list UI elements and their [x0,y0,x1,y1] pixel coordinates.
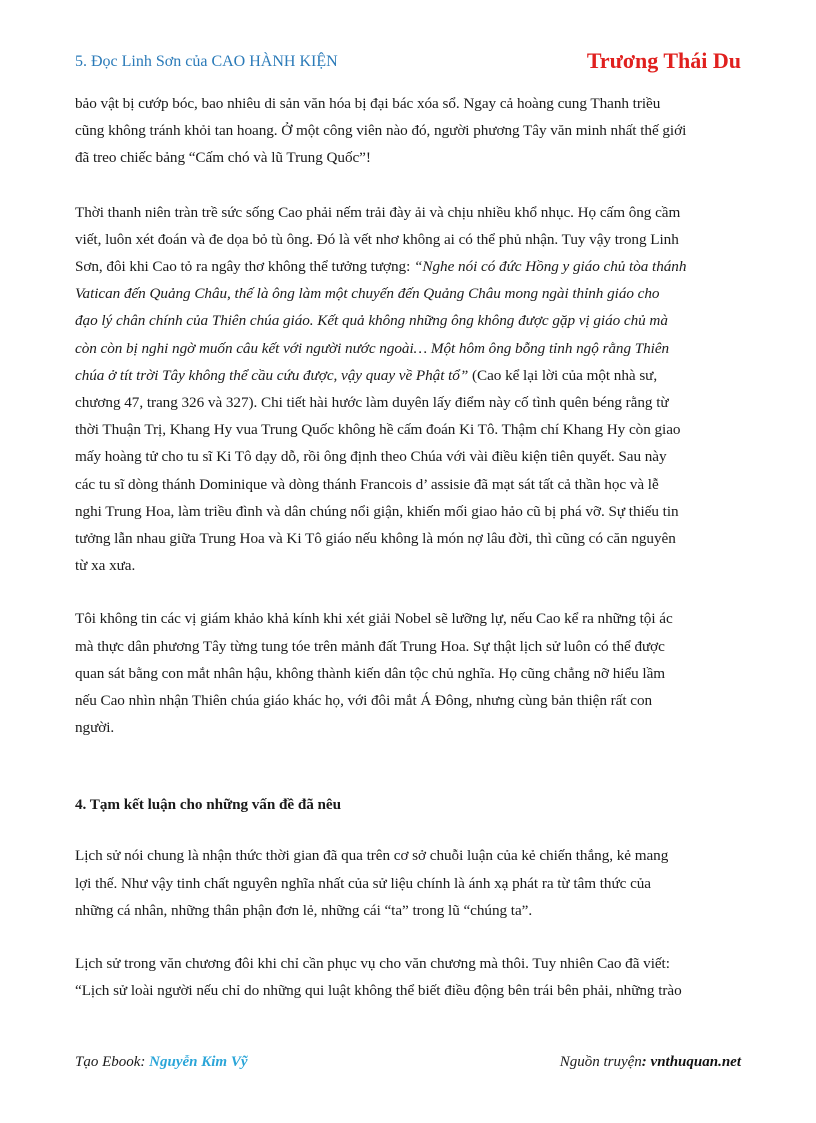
text-line: Lịch sử nói chung là nhận thức thời gian đã qua trên cơ sở chuỗi luận của kẻ chiến thắng, kẻ mang [75,847,669,865]
chapter-title: 5. Đọc Linh Sơn của CAO HÀNH KIỆN [75,53,338,70]
text-line: mấy hoàng tử cho tu sĩ Ki Tô dạy dỗ, rồi ông định theo Chúa với vài điều kiện tiên quyết. Sau này [75,448,667,466]
quote-line: còn còn bị nghi ngờ muốn câu kết với người nước ngoài… Một hôm ông bỗng tỉnh ngộ rằng Thiên [75,339,670,357]
text-line: lợi thế. Như vậy tinh chất nguyên nghĩa nhất của sử liệu chính là ánh xạ phát ra từ tâm thức của [75,874,651,892]
quote-line: Vatican đến Quảng Châu, thế là ông làm một chuyến đến Quảng Châu mong ngài thỉnh giáo cho [75,285,660,303]
text-line: nghi Trung Hoa, làm triều đình và dân chúng nổi giận, khiến mối giao hảo cũ bị phá vỡ. Sự thiếu tin [75,502,679,520]
page-header [75,48,741,78]
quote-text: “Nghe nói có đức Hồng y giáo chủ tòa thánh [414,258,687,276]
text-line: Thời thanh niên tràn trề sức sống Cao phải nếm trải đày ải và chịu nhiều khổ nhục. Họ cấm ông cầm [75,203,681,221]
body-text [75,90,747,1030]
text-line: chương 47, trang 326 và 327). Chi tiết hài hước làm duyên lấy điểm này cố tình quên béng rằng từ [75,394,669,412]
paragraph [75,90,747,172]
text-line: quan sát bằng con mắt nhân hậu, không thành kiến dân tộc chủ nghĩa. Họ cũng chẳng nỡ hiểu lầm [75,664,666,682]
section-heading: 4. Tạm kết luận cho những vấn đề đã nêu [75,796,341,814]
paragraph [75,950,747,1004]
paragraph [75,605,747,741]
page-footer [75,1054,741,1078]
text-line: cũng không tránh khỏi tan hoang. Ở một công viên nào đó, người phương Tây văn minh nhất thế giới [75,122,687,140]
ebook-creator: Nguyễn Kim Vỹ [149,1054,248,1070]
text-line [75,253,747,280]
text-line: đã treo chiếc bảng “Cấm chó và lũ Trung Quốc”! [75,149,371,167]
source-site: vnthuquan.net [650,1054,741,1070]
text-line: những cá nhân, những thân phận đơn lẻ, những cái “ta” trong lũ “chúng ta”. [75,901,533,919]
source-label: Nguồn truyện [559,1054,642,1070]
text-line: Tôi không tin các vị giám khảo khả kính khi xét giải Nobel sẽ lưỡng lự, nếu Cao kể ra những tội ác [75,610,673,628]
author-name: Trương Thái Du [586,48,741,73]
separator: : [641,1054,651,1070]
text-line: người. [75,719,115,737]
text-line: “Lịch sử loài người nếu chỉ do những qui luật không thể biết điều động bên trái bên phải, những trào [75,982,682,1000]
paragraph [75,842,747,924]
text-line [75,362,747,389]
text-line: tưởng lẫn nhau giữa Trung Hoa và Ki Tô giáo nếu không là món nợ lâu đời, thì cũng có căn nguyên [75,530,676,548]
text-run: (Cao kể lại lời của một nhà sư, [468,366,658,384]
text-run: Sơn, đôi khi Cao tỏ ra ngây thơ không thể tưởng tượng: [75,258,415,276]
text-line: nếu Cao nhìn nhận Thiên chúa giáo khác họ, với đôi mắt Á Đông, nhưng cùng bản thiện rất con [75,692,653,710]
text-line: các tu sĩ dòng thánh Dominique và dòng thánh Francois d’ assisie đã mạt sát tất cả thần học và lễ [75,475,659,493]
quote-text: chúa ở tít trời Tây không thể cầu cứu được, vậy quay về Phật tổ” [75,366,469,384]
text-line: bảo vật bị cướp bóc, bao nhiêu di sản văn hóa bị đại bác xóa sổ. Ngay cả hoàng cung Thanh triều [75,95,661,112]
text-line: từ xa xưa. [75,557,136,575]
source-credit [560,1054,741,1071]
ebook-label: Tạo Ebook [75,1054,141,1070]
paragraph [75,199,747,580]
quote-line: đạo lý chân chính của Thiên chúa giáo. Kết quả không những ông không được gặp vị giáo chủ mà [75,312,668,330]
text-line: viết, luôn xét đoán và đe dọa bỏ tù ông. Đó là vết nhơ không ai có thể phủ nhận. Tuy vậy trong Linh [75,230,679,248]
text-line: thời Thuận Trị, Khang Hy vua Trung Quốc không hề cấm đoán Ki Tô. Thậm chí Khang Hy còn giao [75,421,681,439]
ebook-credit [75,1054,248,1071]
text-line: mà thực dân phương Tây từng tung tóe trên mảnh đất Trung Hoa. Sự thật lịch sử luôn có thể được [75,637,665,655]
separator: : [140,1054,150,1070]
text-line: Lịch sử trong văn chương đôi khi chỉ cần phục vụ cho văn chương mà thôi. Tuy nhiên Cao đã viết: [75,955,670,973]
